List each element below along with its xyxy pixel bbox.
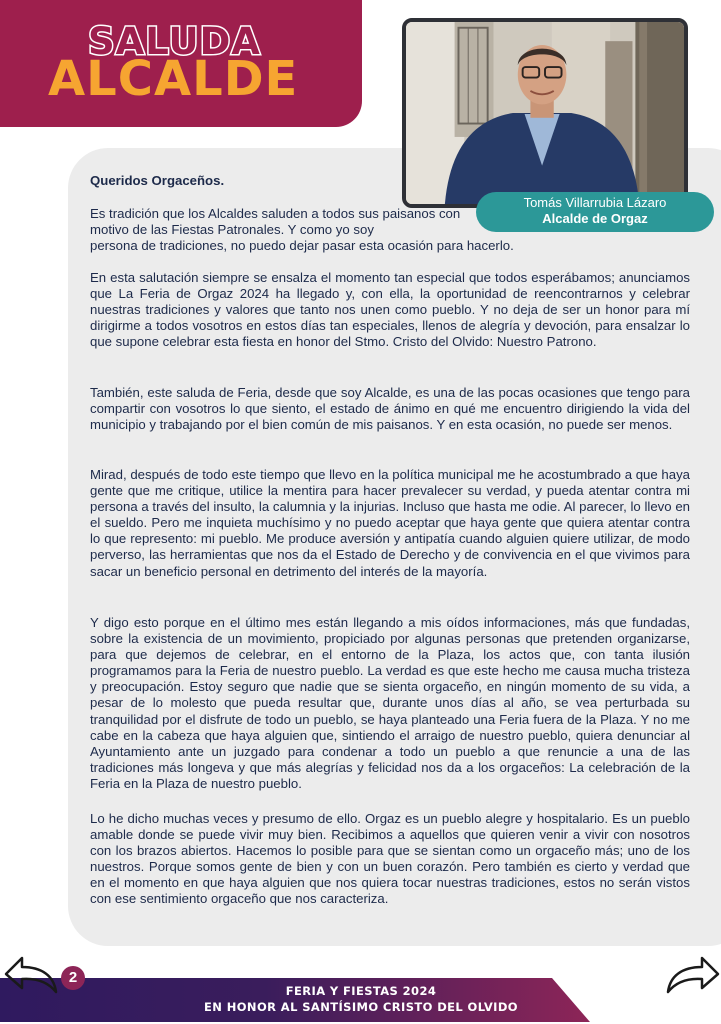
letter-paragraph-2: En esta salutación siempre se ensalza el momento tan especial que todos esperábamos; anunciamos que La Feria de Orgaz 2024 ha llegado y, con ella, la oportunidad de reencontrarnos y celebrar nuestras tradiciones y valores que tanto nos unen como pueblo. Y no deja de ser un honor para mí dirigirme a todos vosotros en estos días tan especiales, llenos de alegría y devoción, para ensalzar lo que supone celebrar esta fiesta en honor del Stmo. Cristo del Olvido: Nuestro Patrono.: [90, 270, 690, 350]
letter-paragraph-6: Lo he dicho muchas veces y presumo de ello. Orgaz es un pueblo alegre y hospitalario. Es un pueblo amable donde se puede vivir muy bien. Recibimos a aquellos que quieren venir a vivir con nosotros con los brazos abiertos. Hacemos lo posible para que se sientan como un orgaceño más; uno de los nuestros. Porque somos gente de bien y con un buen corazón. Pero también es cierto y verdad que en el momento en que haya alguien que nos quiera tocar nuestras tradiciones, estos no serán vistos con ese sentimiento orgaceño que nos caracteriza.: [90, 811, 690, 907]
page-number-badge: 2: [61, 966, 85, 990]
letter-paragraph-3: También, este saluda de Feria, desde que soy Alcalde, es una de las pocas ocasiones que tengo para compartir con vosotros lo que siento, el estado de ánimo en qué me encuentro dirigiendo la vida del municipio y trabajando por el bien común de mis paisanos. Y en esta ocasión, no puede ser menos.: [90, 385, 690, 433]
caption-role: Alcalde de Orgaz: [542, 211, 648, 226]
page-title-line2: ALCALDE: [48, 51, 299, 107]
letter-paragraph-1b: persona de tradiciones, no puedo dejar pasar esta ocasión para hacerlo.: [90, 238, 514, 253]
photo-caption: [476, 192, 714, 232]
arrow-back-icon[interactable]: [2, 954, 60, 996]
letter-paragraph-4: Mirad, después de todo este tiempo que llevo en la política municipal me he acostumbrado a que haya gente que me critique, utilice la mentira para hacer prevalecer su verdad, y pueda atentar contra mi persona a través del insulto, la calumnia y la injurias. Incluso que hasta me odie. Al parecer, lo llevo en el sueldo. Pero me inquieta muchísimo y no puedo aceptar que haya gente que quiera atentar contra lo que represento: mi pueblo. Me produce aversión y antipatía cuando alguien quiere utilizar, de modo perverso, las herramientas que nos da el Estado de Derecho y de convivencia en el que vivimos para sacar un beneficio personal en detrimento del interés de la mayoría.: [90, 467, 690, 579]
arrow-forward-icon[interactable]: [664, 954, 721, 996]
caption-name: Tomás Villarrubia Lázaro: [523, 195, 667, 210]
letter-greeting: Queridos Orgaceños.: [90, 173, 225, 188]
letter-paragraph-5: Y digo esto porque en el último mes están llegando a mis oídos informaciones, más que fundadas, sobre la existencia de un movimiento, propiciado por algunas personas que pretenden organizarse, para que dejemos de celebrar, en el entorno de la Plaza, los actos que, con tanta ilusión programamos para la Feria de nuestro pueblo. La verdad es que este hecho me causa mucha tristeza y preocupación. Estoy seguro que nadie que se sienta orgaceño, en ningún momento de su vida, a pesar de lo molesto que pueda resultar que, durante unos días al año, se vea perturbada su tranquilidad por el disfrute de todo un pueblo, se haya planteado una Feria fuera de la Plaza. Y no me cabe en la cabeza que haya alguien que, sintiendo el arraigo de nuestro pueblo, quiera denunciar al Ayuntamiento ante un juzgado para condenar a todo un pueblo a que renuncie a una de las tradiciones más longeva y que más alegrías y felicidad nos da a los orgaceños: La celebración de la Feria en la Plaza de nuestro pueblo.: [90, 615, 690, 791]
footer-title: [196, 983, 526, 1015]
footer-line-2: EN HONOR AL SANTÍSIMO CRISTO DEL OLVIDO: [204, 1000, 518, 1014]
page-title-line1: SALUDA: [88, 20, 261, 63]
footer-line-1: FERIA Y FIESTAS 2024: [285, 984, 437, 998]
letter-paragraph-1a: Es tradición que los Alcaldes saluden a todos sus paisanos con motivo de las Fiestas Patronales. Y como yo soy: [90, 206, 461, 238]
